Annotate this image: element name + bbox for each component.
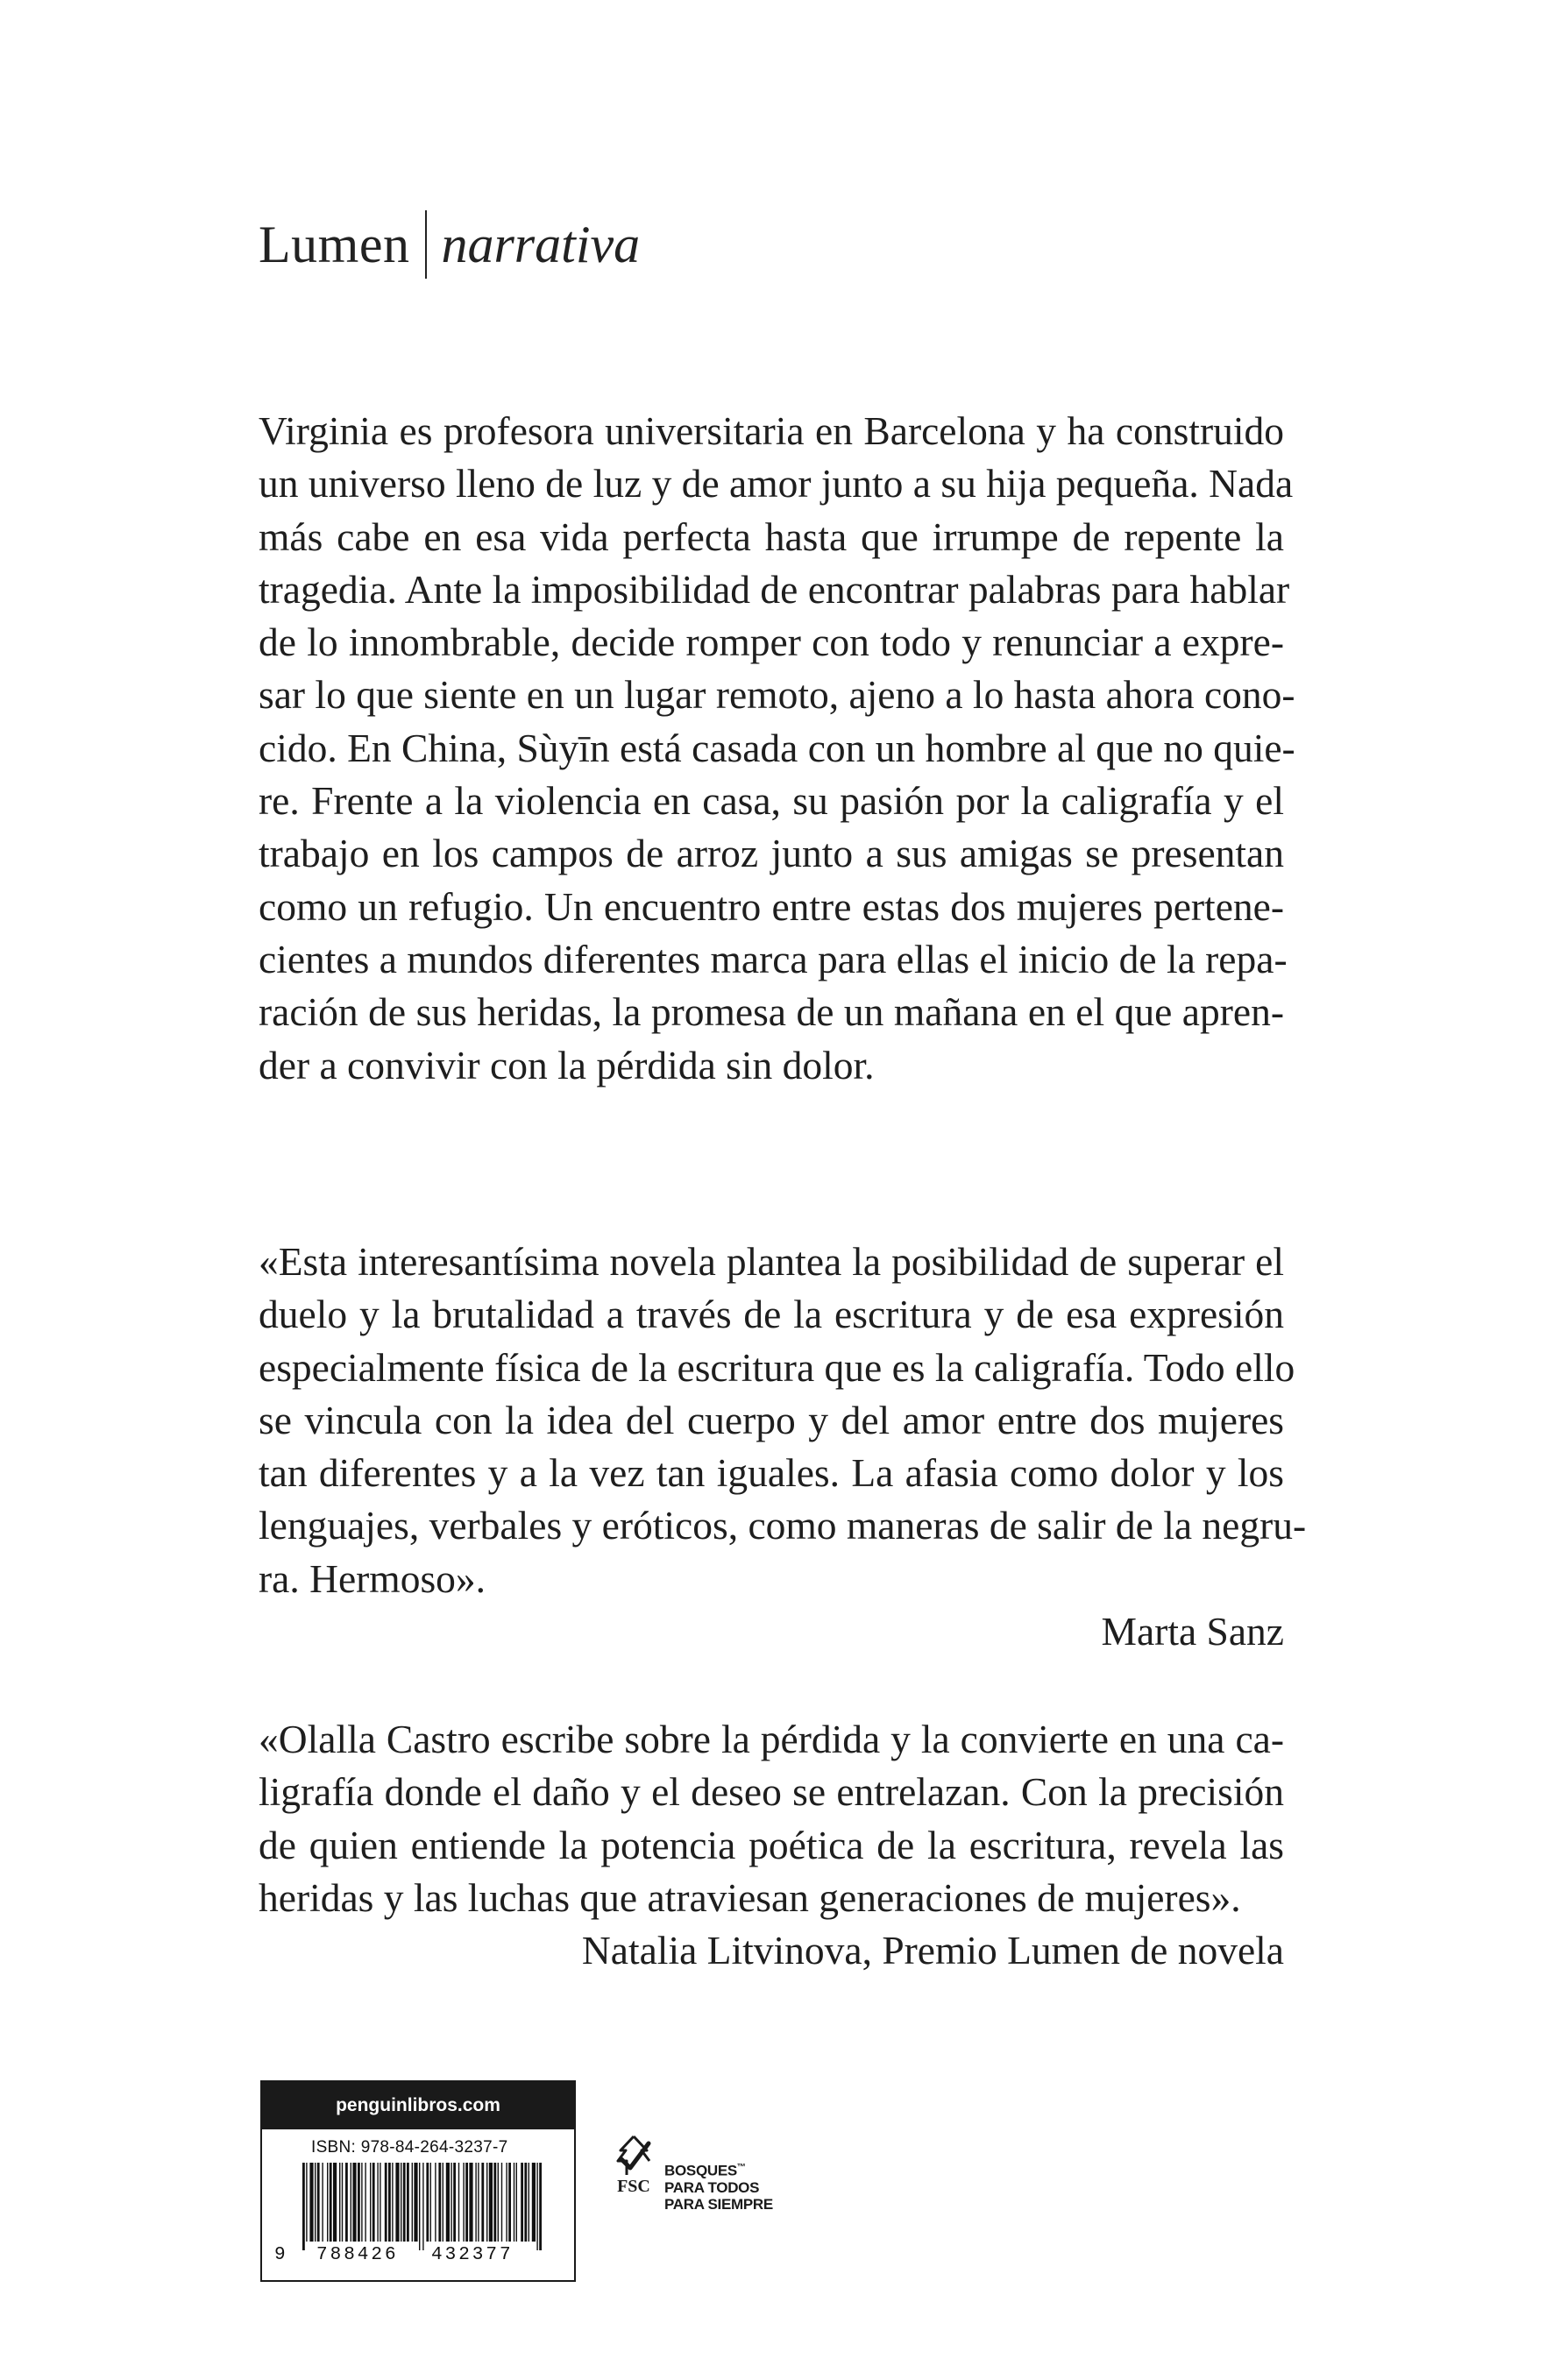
- collection-name: narrativa: [441, 216, 641, 273]
- review-line: ligrafía donde el daño y el deseo se entrelazan. Con la precisión: [259, 1769, 1284, 1815]
- barcode-bar: [372, 2163, 375, 2242]
- barcode-bar: [345, 2163, 348, 2242]
- barcode-digits-right: 432377: [431, 2245, 514, 2265]
- barcode-bar: [498, 2163, 499, 2242]
- barcode-bar: [481, 2163, 484, 2242]
- synopsis-line: más cabe en esa vida perfecta hasta que irrumpe de repente la: [259, 514, 1284, 559]
- barcode-bar: [361, 2163, 362, 2242]
- barcode-bar: [339, 2163, 340, 2242]
- synopsis: [259, 405, 1295, 1092]
- barcode-bar: [377, 2163, 378, 2242]
- barcode-bar: [322, 2163, 323, 2242]
- barcode-bar: [508, 2163, 511, 2242]
- barcode-bar: [516, 2163, 517, 2242]
- review-quote: [259, 1236, 1307, 1658]
- review-line: se vincula con la idea del cuerpo y del amor entre dos mujeres: [259, 1397, 1284, 1442]
- review-attribution: Marta Sanz: [1101, 1609, 1284, 1654]
- review-attribution: Natalia Litvinova, Premio Lumen de novela: [581, 1928, 1284, 1973]
- barcode-bar: [385, 2163, 387, 2242]
- barcode-bar: [501, 2163, 502, 2242]
- barcode-bar: [388, 2163, 391, 2242]
- fsc-label: FSC: [617, 2177, 650, 2196]
- barcode-bar: [469, 2163, 472, 2242]
- fsc-logo: [614, 2133, 773, 2213]
- synopsis-line: der a convivir con la pérdida sin dolor.: [259, 1042, 875, 1087]
- review-quote: [259, 1713, 1284, 1977]
- barcode-bar: [414, 2163, 417, 2242]
- isbn-label: ISBN: 978-84-264-3237-7: [311, 2138, 508, 2157]
- barcode-bar: [395, 2163, 399, 2242]
- barcode-bar: [532, 2163, 536, 2242]
- review-line: «Esta interesantísima novela plantea la posibilidad de superar el: [259, 1239, 1284, 1284]
- barcode-bar: [412, 2163, 413, 2242]
- barcode-bar: [489, 2163, 493, 2242]
- barcode-digit-lead: 9: [274, 2245, 286, 2265]
- synopsis-line: cientes a mundos diferentes marca para ellas el inicio de la repa-: [259, 936, 1288, 981]
- fsc-slogan-line: PARA SIEMPRE: [664, 2195, 773, 2213]
- barcode-bar: [524, 2163, 527, 2242]
- barcode-bar: [403, 2163, 406, 2242]
- barcode-bar: [438, 2163, 441, 2242]
- barcode-bar: [506, 2163, 507, 2242]
- publisher-website: penguinlibros.com: [262, 2082, 574, 2129]
- barcode-bar: [478, 2163, 479, 2242]
- synopsis-line: sar lo que siente en un lugar remoto, ajeno a lo hasta ahora cono-: [259, 672, 1295, 718]
- barcode-bar: [426, 2163, 429, 2242]
- barcode-bar: [352, 2163, 356, 2242]
- barcode-bar: [302, 2163, 305, 2250]
- barcode-bar: [486, 2163, 487, 2242]
- barcode-bar: [407, 2163, 409, 2242]
- barcode-bar: [358, 2163, 360, 2242]
- synopsis-line: re. Frente a la violencia en casa, su pasión por la caligrafía y el: [259, 778, 1284, 824]
- synopsis-line: cido. En China, Sùyīn está casada con un hombre al que no quie-: [259, 725, 1295, 770]
- barcode-bar: [458, 2163, 459, 2242]
- review-line: tan diferentes y a la vez tan iguales. La afasia como dolor y los: [259, 1450, 1284, 1496]
- barcode-bar: [435, 2163, 436, 2242]
- tree-check-icon: [614, 2133, 654, 2178]
- barcode-bar: [521, 2163, 523, 2242]
- fsc-slogan-line: BOSQUES: [664, 2162, 737, 2179]
- barcode-bar: [309, 2163, 313, 2242]
- barcode-bar: [465, 2163, 468, 2242]
- barcode-box: [260, 2080, 576, 2282]
- barcode-bar: [453, 2163, 456, 2242]
- barcode-bar: [315, 2163, 316, 2242]
- synopsis-line: de lo innombrable, decide romper con todo y renunciar a expre-: [259, 620, 1284, 665]
- barcode-bar: [330, 2163, 332, 2242]
- fsc-slogan: [664, 2159, 773, 2213]
- review-line: especialmente física de la escritura que es la caligrafía. Todo ello: [259, 1344, 1295, 1390]
- review-line: heridas y las luchas que atraviesan generaciones de mujeres».: [259, 1874, 1241, 1920]
- trademark-symbol: ™: [736, 2163, 746, 2172]
- review-line: «Olalla Castro escribe sobre la pérdida y la convierte en una ca-: [259, 1717, 1284, 1761]
- fsc-slogan-line: PARA TODOS: [664, 2178, 760, 2196]
- barcode-bar: [333, 2163, 337, 2242]
- barcode-bar: [392, 2163, 393, 2242]
- barcode-bar: [327, 2163, 328, 2242]
- imprint-divider: [425, 210, 427, 279]
- imprint-header: [259, 210, 640, 279]
- barcode-digits-left: 788426: [316, 2245, 399, 2265]
- barcode-bar: [430, 2163, 431, 2242]
- synopsis-line: ración de sus heridas, la promesa de un mañana en el que apren-: [259, 989, 1284, 1035]
- review-line: ra. Hermoso».: [259, 1555, 486, 1601]
- synopsis-line: como un refugio. Un encuentro entre estas dos mujeres pertene-: [259, 883, 1284, 929]
- barcode-bar: [536, 2163, 537, 2250]
- barcode-icon: [302, 2163, 548, 2250]
- review-line: de quien entiende la potencia poética de la escritura, revela las: [259, 1822, 1284, 1867]
- barcode-bar: [475, 2163, 476, 2242]
- publisher-name: Lumen: [259, 216, 410, 273]
- synopsis-line: trabajo en los campos de arroz junto a sus amigas se presentan: [259, 831, 1284, 876]
- fsc-mark: [614, 2133, 654, 2197]
- barcode-bar: [317, 2163, 320, 2242]
- barcode-bar: [306, 2163, 307, 2242]
- review-line: lenguajes, verbales y eróticos, como maneras de salir de la negru-: [259, 1503, 1307, 1548]
- barcode-bar: [342, 2163, 343, 2242]
- synopsis-line: Virginia es profesora universitaria en Barcelona y ha construido: [259, 408, 1284, 453]
- barcode-bar: [370, 2163, 371, 2242]
- barcode-bar: [539, 2163, 542, 2250]
- barcode-bar: [463, 2163, 464, 2242]
- synopsis-line: un universo lleno de luz y de amor junto a su hija pequeña. Nada: [259, 461, 1294, 506]
- review-line: duelo y la brutalidad a través de la escritura y de esa expresión: [259, 1292, 1284, 1337]
- barcode-bar: [493, 2163, 496, 2242]
- barcode-bar: [446, 2163, 450, 2242]
- barcode-bar: [419, 2163, 420, 2250]
- synopsis-line: tragedia. Ante la imposibilidad de encontrar palabras para hablar: [259, 566, 1290, 612]
- barcode-bar: [422, 2163, 423, 2250]
